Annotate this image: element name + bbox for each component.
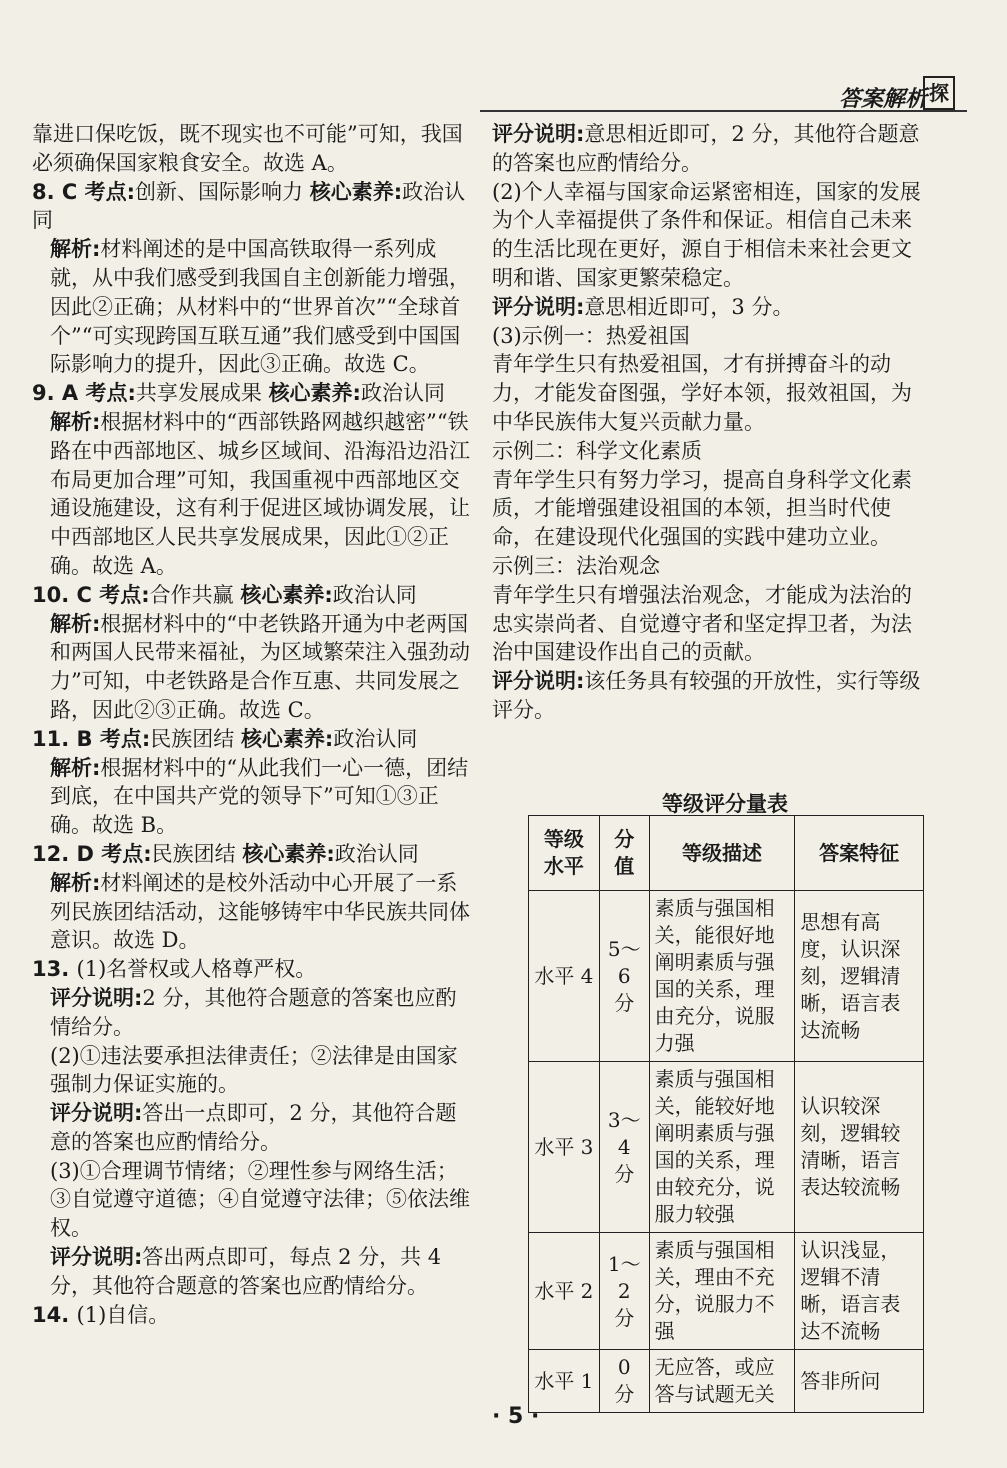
grade-table-title: 等级评分量表: [662, 792, 788, 816]
answer-paragraph: [492, 466, 932, 552]
body-text: 2 分，其他符合题意的答案也应酌情给分。: [50, 985, 457, 1039]
body-text: 该任务具有较强的开放性，实行等级评分。: [492, 669, 921, 722]
grade-score-cell: 0 分: [599, 1350, 649, 1413]
body-text: 政治认同: [334, 841, 419, 866]
label-text: 考点:: [101, 841, 152, 866]
grade-level-cell: 水平 4: [529, 891, 600, 1062]
grade-desc-cell: 素质与强国相关，能较好地阐明素质与强国的关系，理由较充分，说服力较强: [649, 1062, 795, 1233]
question-detail: [32, 610, 472, 725]
answer-paragraph: [492, 581, 932, 667]
question-number: 14.: [32, 1302, 77, 1327]
body-text: 意思相近即可，3 分。: [584, 294, 794, 319]
grade-feature-cell: 思想有高度，认识深刻，逻辑清晰，语言表达流畅: [795, 891, 924, 1062]
body-text: 示例二：科学文化素质: [492, 438, 702, 463]
grade-feature-cell: 认识较深刻，逻辑较清晰，语言表达较流畅: [795, 1062, 924, 1233]
question-item: [32, 178, 472, 236]
question-detail: [32, 1099, 472, 1157]
body-text: 民族团结: [150, 726, 241, 751]
grade-table-row: [529, 1233, 924, 1350]
body-text: 答出两点即可，每点 2 分，共 4 分，其他符合题意的答案也应酌情给分。: [50, 1245, 442, 1298]
body-text: (3)示例一：热爱祖国: [492, 323, 690, 348]
grade-desc-cell: 素质与强国相关，能很好地阐明素质与强国的关系，理由充分，说服力强: [649, 891, 795, 1062]
label-text: 考点:: [84, 179, 136, 204]
page-header: [0, 0, 1007, 116]
label-text: 评分说明:: [50, 1101, 143, 1126]
question-detail: [32, 984, 472, 1042]
grade-level-cell: 水平 3: [529, 1062, 600, 1233]
grade-header-level: 等级水平: [529, 816, 600, 891]
answer-paragraph: [492, 437, 932, 466]
question-item: [32, 1301, 472, 1330]
body-text: 政治认同: [332, 582, 417, 607]
body-text: 意思相近即可，2 分，其他符合题意的答案也应酌情给分。: [492, 122, 920, 175]
label-text: 考点:: [85, 381, 136, 406]
body-text: 政治认同: [32, 179, 466, 233]
label-text: 核心素养:: [309, 179, 403, 204]
grade-table-row: [529, 1350, 924, 1413]
label-text: 解析:: [50, 611, 101, 636]
answer-paragraph: [492, 350, 932, 436]
body-text: 政治认同: [333, 726, 418, 751]
body-text: 创新、国际影响力: [135, 179, 310, 204]
question-number: 11. B: [32, 726, 100, 751]
answer-paragraph: [492, 552, 932, 581]
answer-paragraph: [492, 178, 932, 293]
page-number: · 5 ·: [492, 1404, 540, 1429]
body-text: 民族团结: [151, 841, 243, 866]
grade-feature-cell: 答非所问: [795, 1350, 924, 1413]
body-text: 青年学生只有努力学习，提高自身科学文化素质，才能增强建设祖国的本领，担当时代使命，在建设现代化强国的实践中建功立业。: [492, 467, 912, 550]
question-item: [32, 955, 472, 984]
grade-level-cell: 水平 1: [529, 1350, 600, 1413]
body-text: 青年学生只有增强法治观念，才能成为法治的忠实崇尚者、自觉遵守者和坚定捍卫者，为法治中国建设作出自己的贡献。: [492, 582, 912, 665]
body-text: (2)①违法要承担法律责任；②法律是由国家强制力保证实施的。: [50, 1043, 458, 1097]
grade-feature-cell: 认识浅显，逻辑不清晰，语言表达不流畅: [795, 1233, 924, 1350]
body-text: 青年学生只有热爱祖国，才有拼搏奋斗的动力，才能发奋图强，学好本领，报效祖国，为中华民族伟大复兴贡献力量。: [492, 352, 912, 434]
question-number: 9. A: [32, 381, 86, 406]
body-text: 材料阐述的是中国高铁取得一系列成就，从中我们感受到我国自主创新能力增强，因此②正确；从材料中的“世界首次”“全球首个”“可实现跨国互联互通”我们感受到中国国际影响力的提升，因此③正确。故选 C。: [50, 237, 470, 377]
answer-paragraph: [492, 322, 932, 351]
question-detail: [32, 1243, 472, 1301]
question-number: 13.: [32, 957, 77, 982]
answer-paragraph: [492, 667, 932, 725]
grade-score-cell: 3～4 分: [599, 1062, 649, 1233]
question-detail: [32, 1157, 472, 1243]
label-text: 评分说明:: [50, 1245, 143, 1270]
body-text: (1)自信。: [76, 1302, 170, 1327]
label-text: 考点:: [99, 726, 151, 751]
label-text: 核心素养:: [240, 582, 333, 607]
answer-paragraph: [492, 120, 932, 178]
header-title: 答案解析: [838, 87, 927, 112]
grade-score-cell: 5～6 分: [599, 891, 649, 1062]
grade-desc-cell: 无应答，或应答与试题无关: [649, 1350, 795, 1413]
grade-header-feature: 答案特征: [795, 816, 924, 891]
body-text: 根据材料中的“从此我们一心一德，团结到底，在中国共产党的领导下”可知①③正确。故选 B。: [50, 755, 469, 838]
label-text: 解析:: [50, 409, 101, 434]
grade-header-score: 分值: [599, 816, 649, 891]
question-detail: [32, 869, 472, 955]
label-text: 解析:: [50, 237, 101, 262]
question-detail: [32, 754, 472, 840]
left-column: [32, 120, 472, 1329]
question-detail: [32, 1042, 472, 1100]
label-text: 核心素养:: [242, 841, 335, 866]
body-text: 示例三：法治观念: [492, 553, 660, 578]
question-number: 10. C: [32, 582, 100, 607]
grade-score-cell: 1～2 分: [599, 1233, 649, 1350]
grade-desc-cell: 素质与强国相关，理由不充分，说服力不强: [649, 1233, 795, 1350]
body-text: 共享发展成果: [135, 381, 269, 406]
grade-level-cell: 水平 2: [529, 1233, 600, 1350]
label-text: 评分说明:: [492, 669, 585, 694]
question-item: [32, 379, 472, 408]
label-text: 解析:: [50, 870, 101, 895]
header-logo-icon: 探: [923, 76, 955, 110]
right-column: [492, 120, 932, 725]
question-number: 12. D: [32, 841, 102, 866]
question-detail: [32, 235, 472, 379]
label-text: 评分说明:: [50, 985, 143, 1010]
label-text: 评分说明:: [492, 294, 585, 319]
question-number: 8. C: [32, 179, 85, 204]
grade-table-header-row: [529, 816, 924, 891]
body-text: 合作共赢: [149, 582, 241, 607]
label-text: 解析:: [50, 755, 101, 780]
label-text: 考点:: [99, 582, 150, 607]
body-text: 答出一点即可，2 分，其他符合题意的答案也应酌情给分。: [50, 1101, 457, 1154]
label-text: 核心素养:: [240, 726, 334, 751]
label-text: 核心素养:: [268, 381, 361, 406]
grade-table-row: [529, 1062, 924, 1233]
question-item: [32, 725, 472, 754]
label-text: 评分说明:: [492, 122, 585, 146]
header-rule: [480, 110, 967, 112]
body-text: 根据材料中的“中老铁路开通为中老两国和两国人民带来福祉，为区域繁荣注入强劲动力”可知，中老铁路是合作互惠、共同发展之路，因此②③正确。故选 C。: [50, 611, 470, 722]
answer-paragraph: [492, 293, 932, 322]
body-text: 根据材料中的“西部铁路网越织越密”“铁路在中西部地区、城乡区域间、沿海沿边沿江布局更加合理”可知，我国重视中西部地区交通设施建设，这有利于促进区域协调发展，让中西部地区人民共享发展成果，因此①②正确。故选 A。: [50, 409, 470, 578]
grade-table-row: [529, 891, 924, 1062]
paragraph: 靠进口保吃饭，既不现实也不可能”可知，我国必须确保国家粮食安全。故选 A。: [32, 122, 463, 175]
body-text: 材料阐述的是校外活动中心开展了一系列民族团结活动，这能够铸牢中华民族共同体意识。故选 D。: [50, 870, 470, 953]
question-item: [32, 581, 472, 610]
grade-header-desc: 等级描述: [649, 816, 795, 891]
body-text: 政治认同: [360, 381, 445, 406]
grade-table: [528, 815, 924, 1413]
question-detail: [32, 408, 472, 581]
body-text: (3)①合理调节情绪；②理性参与网络生活；③自觉遵守道德；④自觉遵守法律；⑤依法维权。: [50, 1158, 470, 1241]
question-item: [32, 840, 472, 869]
body-text: (1)名誉权或人格尊严权。: [76, 957, 317, 982]
body-text: (2)个人幸福与国家命运紧密相连，国家的发展为个人幸福提供了条件和保证。相信自己未来的生活比现在更好，源自于相信未来社会更文明和谐、国家更繁荣稳定。: [492, 179, 921, 290]
